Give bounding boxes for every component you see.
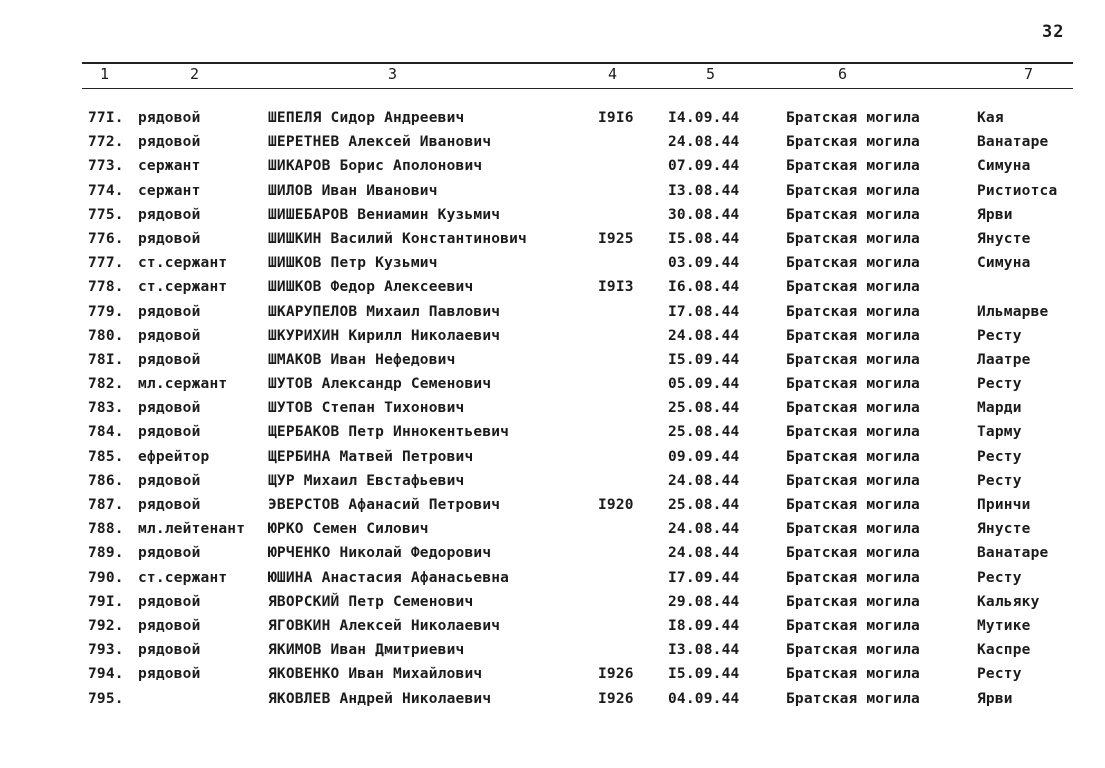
record-number: 794.	[88, 666, 124, 683]
record-burial-place: Янусте	[977, 230, 1031, 247]
table-row	[0, 422, 1105, 446]
record-rank: сержант	[138, 158, 201, 175]
record-full-name: ШЕПЕЛЯ Сидор Андреевич	[268, 110, 465, 126]
record-number: 792.	[88, 617, 124, 634]
record-burial-type: Братская могила	[786, 642, 920, 659]
record-full-name: ШИШКОВ Федор Алексеевич	[268, 279, 474, 296]
record-burial-place: Симуна	[977, 255, 1031, 272]
record-rank: мл.лейтенант	[138, 521, 246, 538]
record-number: 790.	[88, 569, 124, 586]
record-burial-place: Тарму	[977, 424, 1022, 441]
record-number: 776.	[88, 230, 124, 247]
record-full-name: ШУТОВ Степан Тихонович	[268, 400, 465, 417]
record-full-name: ШУТОВ Александр Семенович	[268, 376, 492, 393]
record-burial-type: Братская могила	[786, 134, 920, 151]
record-death-date: I7.09.44	[668, 569, 740, 586]
record-burial-place: Ресту	[977, 376, 1022, 393]
record-rank: рядовой	[138, 110, 201, 126]
column-header-name: 3	[388, 65, 398, 83]
record-burial-type: Братская могила	[786, 182, 920, 199]
record-burial-place: Ильмарве	[977, 303, 1049, 320]
record-full-name: ШИЛОВ Иван Иванович	[268, 182, 438, 199]
record-death-date: I5.09.44	[668, 351, 740, 368]
record-number: 795.	[88, 690, 124, 707]
record-burial-place: Ресту	[977, 327, 1022, 344]
table-row	[0, 447, 1105, 471]
records-table	[0, 108, 1105, 713]
record-death-date: 24.08.44	[668, 327, 740, 344]
table-row	[0, 640, 1105, 664]
record-death-date: 25.08.44	[668, 497, 740, 513]
column-header-burial-type: 6	[838, 65, 848, 83]
record-death-date: 07.09.44	[668, 158, 740, 175]
record-death-date: 25.08.44	[668, 424, 740, 441]
table-row	[0, 205, 1105, 229]
record-burial-type: Братская могила	[786, 376, 920, 393]
record-full-name: ЮШИНА Анастасия Афанасьевна	[268, 569, 510, 586]
record-number: 787.	[88, 497, 124, 513]
record-full-name: ШЕРЕТНЕВ Алексей Иванович	[268, 134, 492, 151]
table-row	[0, 108, 1105, 132]
table-row	[0, 374, 1105, 398]
record-death-date: 24.08.44	[668, 472, 740, 489]
table-row	[0, 689, 1105, 713]
table-row	[0, 132, 1105, 156]
record-burial-place: Ярви	[977, 206, 1013, 223]
record-burial-type: Братская могила	[786, 303, 920, 320]
record-burial-place: Лаатре	[977, 351, 1031, 368]
table-row	[0, 495, 1105, 519]
record-burial-type: Братская могила	[786, 545, 920, 562]
record-death-date: 25.08.44	[668, 400, 740, 417]
record-full-name: ЩЕРБАКОВ Петр Иннокентьевич	[268, 424, 510, 441]
record-burial-type: Братская могила	[786, 424, 920, 441]
record-burial-place: Ристиотса	[977, 182, 1058, 199]
record-burial-place: Симуна	[977, 158, 1031, 175]
record-full-name: ЯВОРСКИЙ Петр Семенович	[268, 593, 474, 610]
record-burial-type: Братская могила	[786, 279, 920, 296]
record-burial-type: Братская могила	[786, 666, 920, 683]
record-burial-type: Братская могила	[786, 448, 920, 465]
record-burial-type: Братская могила	[786, 472, 920, 489]
table-row	[0, 253, 1105, 277]
record-burial-place: Кальяку	[977, 593, 1040, 610]
record-death-date: 30.08.44	[668, 206, 740, 223]
table-row	[0, 664, 1105, 688]
record-burial-place: Марди	[977, 400, 1022, 417]
record-number: 779.	[88, 303, 124, 320]
record-rank: рядовой	[138, 230, 201, 247]
record-full-name: ЮРЧЕНКО Николай Федорович	[268, 545, 492, 562]
record-rank: рядовой	[138, 593, 201, 610]
record-rank: рядовой	[138, 134, 201, 151]
record-burial-place: Ресту	[977, 448, 1022, 465]
record-full-name: ШКАРУПЕЛОВ Михаил Павлович	[268, 303, 501, 320]
record-death-date: I8.09.44	[668, 617, 740, 634]
record-burial-type: Братская могила	[786, 521, 920, 538]
record-death-date: 24.08.44	[668, 521, 740, 538]
table-row	[0, 592, 1105, 616]
column-header-birth-year: 4	[608, 65, 618, 83]
column-header-burial-place: 7	[1024, 65, 1034, 83]
record-rank: рядовой	[138, 617, 201, 634]
record-number: 782.	[88, 376, 124, 393]
record-burial-type: Братская могила	[786, 593, 920, 610]
record-rank: рядовой	[138, 642, 201, 659]
record-burial-place: Каспре	[977, 642, 1031, 659]
record-burial-type: Братская могила	[786, 351, 920, 368]
record-birth-year: I925	[598, 230, 634, 247]
column-header-row	[0, 65, 1105, 87]
record-rank: рядовой	[138, 400, 201, 417]
table-row	[0, 277, 1105, 301]
record-full-name: ШКУРИХИН Кирилл Николаевич	[268, 327, 501, 344]
record-rank: рядовой	[138, 351, 201, 368]
record-death-date: 09.09.44	[668, 448, 740, 465]
record-burial-place: Ресту	[977, 569, 1022, 586]
table-row	[0, 302, 1105, 326]
record-death-date: I3.08.44	[668, 182, 740, 199]
record-full-name: ШИШЕБАРОВ Вениамин Кузьмич	[268, 206, 501, 223]
table-row	[0, 350, 1105, 374]
table-row	[0, 568, 1105, 592]
record-rank: рядовой	[138, 545, 201, 562]
record-burial-place: Ресту	[977, 666, 1022, 683]
record-death-date: 04.09.44	[668, 690, 740, 707]
record-burial-place: Янусте	[977, 521, 1031, 538]
record-birth-year: I920	[598, 497, 634, 513]
record-rank: рядовой	[138, 206, 201, 223]
table-row	[0, 519, 1105, 543]
record-death-date: I7.08.44	[668, 303, 740, 320]
record-full-name: ЯКОВЛЕВ Андрей Николаевич	[268, 690, 492, 707]
record-birth-year: I926	[598, 690, 634, 707]
record-full-name: ШИШКОВ Петр Кузьмич	[268, 255, 438, 272]
record-number: 79I.	[88, 593, 124, 610]
record-full-name: ЩУР Михаил Евстафьевич	[268, 472, 465, 489]
record-rank: рядовой	[138, 497, 201, 513]
record-number: 789.	[88, 545, 124, 562]
record-burial-type: Братская могила	[786, 569, 920, 586]
table-row	[0, 398, 1105, 422]
record-death-date: 29.08.44	[668, 593, 740, 610]
record-burial-type: Братская могила	[786, 690, 920, 707]
column-header-rank: 2	[190, 65, 200, 83]
record-number: 774.	[88, 182, 124, 199]
record-burial-type: Братская могила	[786, 230, 920, 247]
record-death-date: I4.09.44	[668, 110, 740, 126]
record-number: 783.	[88, 400, 124, 417]
record-full-name: ШИКАРОВ Борис Аполонович	[268, 158, 483, 175]
record-burial-place: Ванатаре	[977, 134, 1049, 151]
record-rank: рядовой	[138, 424, 201, 441]
table-row	[0, 616, 1105, 640]
record-death-date: I3.08.44	[668, 642, 740, 659]
record-death-date: I6.08.44	[668, 279, 740, 296]
table-top-rule	[82, 62, 1073, 64]
record-death-date: I5.08.44	[668, 230, 740, 247]
record-number: 786.	[88, 472, 124, 489]
record-burial-type: Братская могила	[786, 255, 920, 272]
record-rank: рядовой	[138, 472, 201, 489]
record-birth-year: I9I3	[598, 279, 634, 296]
record-rank: ст.сержант	[138, 255, 228, 272]
record-number: 780.	[88, 327, 124, 344]
record-burial-place: Принчи	[977, 497, 1031, 513]
record-full-name: ЩЕРБИНА Матвей Петрович	[268, 448, 474, 465]
record-burial-place: Кая	[977, 110, 1004, 126]
record-full-name: ШМАКОВ Иван Нефедович	[268, 351, 456, 368]
record-death-date: 24.08.44	[668, 134, 740, 151]
record-rank: рядовой	[138, 666, 201, 683]
record-rank: ефрейтор	[138, 448, 210, 465]
header-bottom-rule	[82, 88, 1073, 89]
record-number: 773.	[88, 158, 124, 175]
record-rank: рядовой	[138, 303, 201, 320]
record-full-name: ЭВЕРСТОВ Афанасий Петрович	[268, 497, 501, 513]
record-full-name: ЯКИМОВ Иван Дмитриевич	[268, 642, 465, 659]
record-burial-type: Братская могила	[786, 206, 920, 223]
record-number: 778.	[88, 279, 124, 296]
record-burial-place: Ярви	[977, 690, 1013, 707]
record-full-name: ЮРКО Семен Силович	[268, 521, 429, 538]
record-number: 785.	[88, 448, 124, 465]
record-burial-type: Братская могила	[786, 110, 920, 126]
record-number: 777.	[88, 255, 124, 272]
record-death-date: 05.09.44	[668, 376, 740, 393]
record-number: 788.	[88, 521, 124, 538]
table-row	[0, 471, 1105, 495]
record-burial-place: Ресту	[977, 472, 1022, 489]
record-number: 772.	[88, 134, 124, 151]
record-burial-type: Братская могила	[786, 400, 920, 417]
table-row	[0, 326, 1105, 350]
column-header-death-date: 5	[706, 65, 716, 83]
record-death-date: I5.09.44	[668, 666, 740, 683]
record-birth-year: I926	[598, 666, 634, 683]
record-death-date: 03.09.44	[668, 255, 740, 272]
record-birth-year: I9I6	[598, 110, 634, 126]
record-burial-type: Братская могила	[786, 497, 920, 513]
record-burial-place: Ванатаре	[977, 545, 1049, 562]
record-number: 793.	[88, 642, 124, 659]
column-header-number: 1	[100, 65, 110, 83]
page-number: 32	[1042, 22, 1065, 42]
record-number: 775.	[88, 206, 124, 223]
record-number: 78I.	[88, 351, 124, 368]
record-number: 784.	[88, 424, 124, 441]
record-rank: сержант	[138, 182, 201, 199]
record-rank: ст.сержант	[138, 279, 228, 296]
table-row	[0, 229, 1105, 253]
table-row	[0, 181, 1105, 205]
record-full-name: ШИШКИН Василий Константинович	[268, 230, 527, 247]
record-burial-type: Братская могила	[786, 617, 920, 634]
record-rank: ст.сержант	[138, 569, 228, 586]
record-full-name: ЯГОВКИН Алексей Николаевич	[268, 617, 501, 634]
record-full-name: ЯКОВЕНКО Иван Михайлович	[268, 666, 483, 683]
record-number: 77I.	[88, 110, 124, 126]
record-rank: мл.сержант	[138, 376, 228, 393]
record-death-date: 24.08.44	[668, 545, 740, 562]
record-burial-type: Братская могила	[786, 158, 920, 175]
record-rank: рядовой	[138, 327, 201, 344]
record-burial-type: Братская могила	[786, 327, 920, 344]
table-row	[0, 543, 1105, 567]
table-row	[0, 156, 1105, 180]
record-burial-place: Мутике	[977, 617, 1031, 634]
